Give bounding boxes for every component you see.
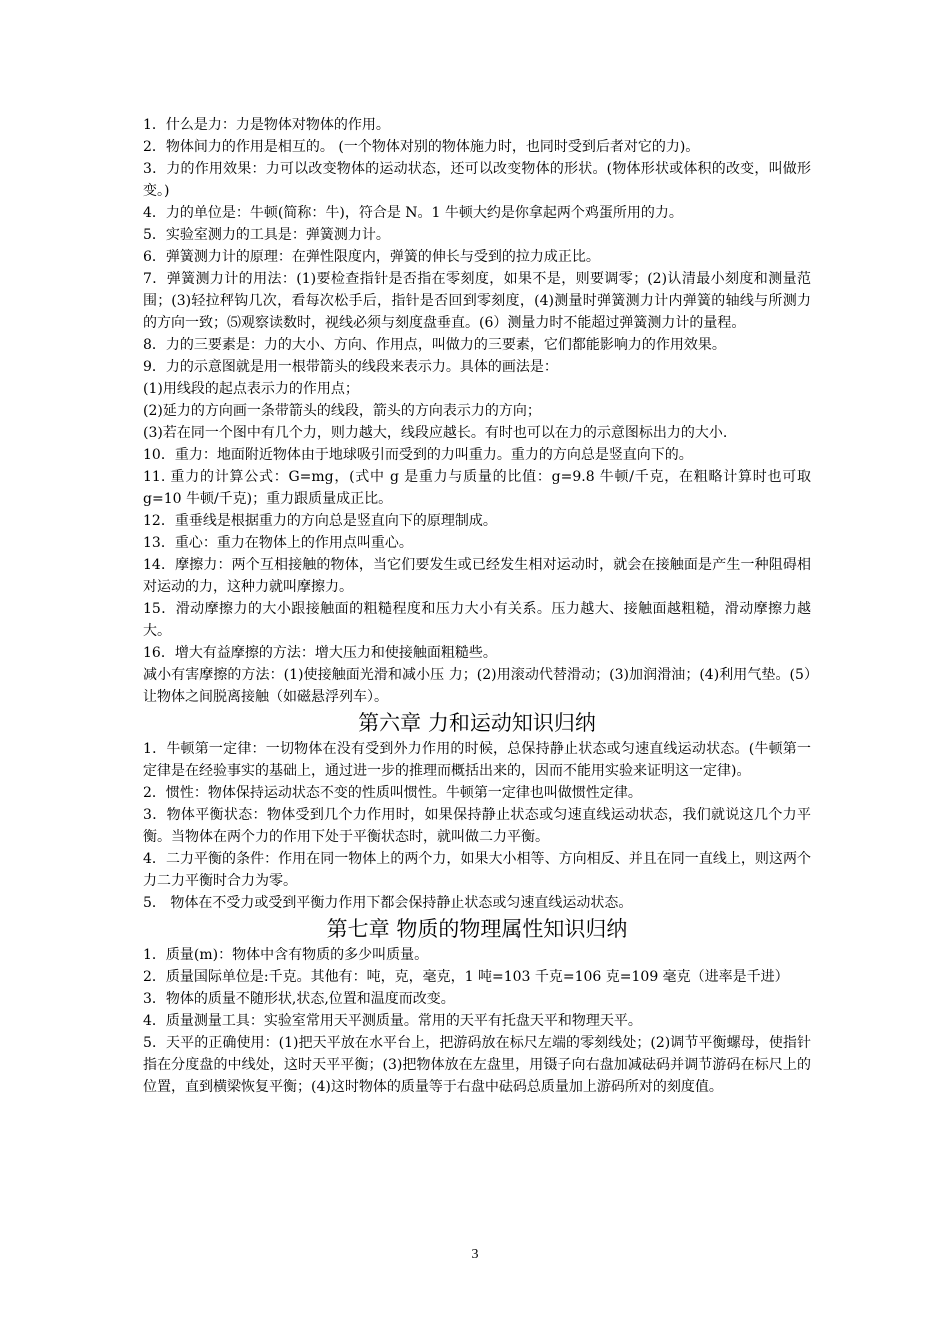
paragraph: 4．力的单位是：牛顿(简称：牛)，符合是 N。1 牛顿大约是你拿起两个鸡蛋所用的力。 (143, 205, 683, 221)
paragraph: 9．力的示意图就是用一根带箭头的线段来表示力。具体的画法是： (143, 359, 558, 375)
paragraph: 4．质量测量工具：实验室常用天平测质量。常用的天平有托盘天平和物理天平。 (143, 1013, 642, 1029)
paragraph: 15．滑动摩擦力的大小跟接触面的粗糙程度和压力大小有关系。压力越大、接触面越粗糙，滑动摩擦力越大。 (143, 601, 811, 639)
paragraph: 13．重心：重力在物体上的作用点叫重心。 (143, 535, 413, 551)
paragraph: 3．力的作用效果：力可以改变物体的运动状态，还可以改变物体的形状。(物体形状或体积的改变，叫做形变。) (143, 161, 811, 199)
page-number: 3 (471, 1247, 479, 1262)
document-body (143, 114, 811, 1098)
paragraph: 1．什么是力：力是物体对物体的作用。 (143, 117, 390, 133)
paragraph: 2．质量国际单位是:千克。其他有：吨，克，毫克，1 吨=103 千克=106 克=109 毫克（进率是千进） (143, 969, 789, 985)
paragraph: 5．实验室测力的工具是：弹簧测力计。 (143, 227, 390, 243)
paragraph: 11. 重力的计算公式：G=mg，(式中 g 是重力与质量的比值：g=9.8 牛顿/千克，在粗略计算时也可取 g=10 牛顿/千克)；重力跟质量成正比。 (143, 469, 811, 507)
paragraph: 10．重力：地面附近物体由于地球吸引而受到的力叫重力。重力的方向总是竖直向下的。 (143, 447, 693, 463)
paragraph: 5．天平的正确使用：(1)把天平放在水平台上，把游码放在标尺左端的零刻线处；(2)调节平衡螺母，使指针指在分度盘的中线处，这时天平平衡；(3)把物体放在左盘里，用镊子向右盘加减砝码并调节游码在标尺上的位置，直到横梁恢复平衡；(4)这时物体的质量等于右盘中砝码总质量加上游码所对的刻度值。 (143, 1035, 811, 1095)
paragraph: 5． 物体在不受力或受到平衡力作用下都会保持静止状态或匀速直线运动状态。 (143, 895, 633, 911)
paragraph: (2)延力的方向画一条带箭头的线段，箭头的方向表示力的方向； (143, 403, 541, 419)
paragraph: 1．质量(m)：物体中含有物质的多少叫质量。 (143, 947, 429, 963)
chapter-heading: 第七章 物质的物理属性知识归纳 (326, 917, 628, 941)
paragraph: (1)用线段的起点表示力的作用点； (143, 381, 359, 397)
paragraph: 3．物体平衡状态：物体受到几个力作用时，如果保持静止状态或匀速直线运动状态，我们就说这几个力平衡。当物体在两个力的作用下处于平衡状态时，就叫做二力平衡。 (143, 807, 811, 845)
paragraph: 3．物体的质量不随形状,状态,位置和温度而改变。 (143, 991, 455, 1007)
paragraph: 7．弹簧测力计的用法：(1)要检查指针是否指在零刻度，如果不是，则要调零；(2)认清最小刻度和测量范围；(3)轻拉秤钩几次，看每次松手后，指针是否回到零刻度，(4)测量时弹簧测力计内弹簧的轴线与所测力的方向一致；⑸观察读数时，视线必须与刻度盘垂直。(6）测量力时不能超过弹簧测力计的量程。 (143, 271, 811, 331)
paragraph: 16．增大有益摩擦的方法：增大压力和使接触面粗糙些。 (143, 645, 497, 661)
paragraph: 2．惯性：物体保持运动状态不变的性质叫惯性。牛顿第一定律也叫做惯性定律。 (143, 785, 642, 801)
paragraph: 14．摩擦力：两个互相接触的物体，当它们要发生或已经发生相对运动时，就会在接触面是产生一种阻碍相对运动的力，这种力就叫摩擦力。 (143, 557, 811, 595)
paragraph: 4．二力平衡的条件：作用在同一物体上的两个力，如果大小相等、方向相反、并且在同一直线上，则这两个力二力平衡时合力为零。 (143, 851, 811, 889)
paragraph: 8．力的三要素是：力的大小、方向、作用点，叫做力的三要素，它们都能影响力的作用效果。 (143, 337, 726, 353)
paragraph: 1．牛顿第一定律：一切物体在没有受到外力作用的时候，总保持静止状态或匀速直线运动状态。(牛顿第一定律是在经验事实的基础上，通过进一步的推理而概括出来的，因而不能用实验来证明这一定律)。 (143, 741, 811, 779)
chapter-heading: 第六章 力和运动知识归纳 (358, 711, 596, 735)
paragraph: 减小有害摩擦的方法：(1)使接触面光滑和减小压 力；(2)用滚动代替滑动；(3)加润滑油；(4)利用气垫。(5）让物体之间脱离接触（如磁悬浮列车）。 (143, 667, 811, 705)
paragraph: 2．物体间力的作用是相互的。 (一个物体对别的物体施力时，也同时受到后者对它的力)。 (143, 139, 700, 155)
paragraph: (3)若在同一个图中有几个力，则力越大，线段应越长。有时也可以在力的示意图标出力的大小. (143, 425, 728, 441)
paragraph: 12．重垂线是根据重力的方向总是竖直向下的原理制成。 (143, 513, 497, 529)
paragraph: 6．弹簧测力计的原理：在弹性限度内，弹簧的伸长与受到的拉力成正比。 (143, 249, 600, 265)
